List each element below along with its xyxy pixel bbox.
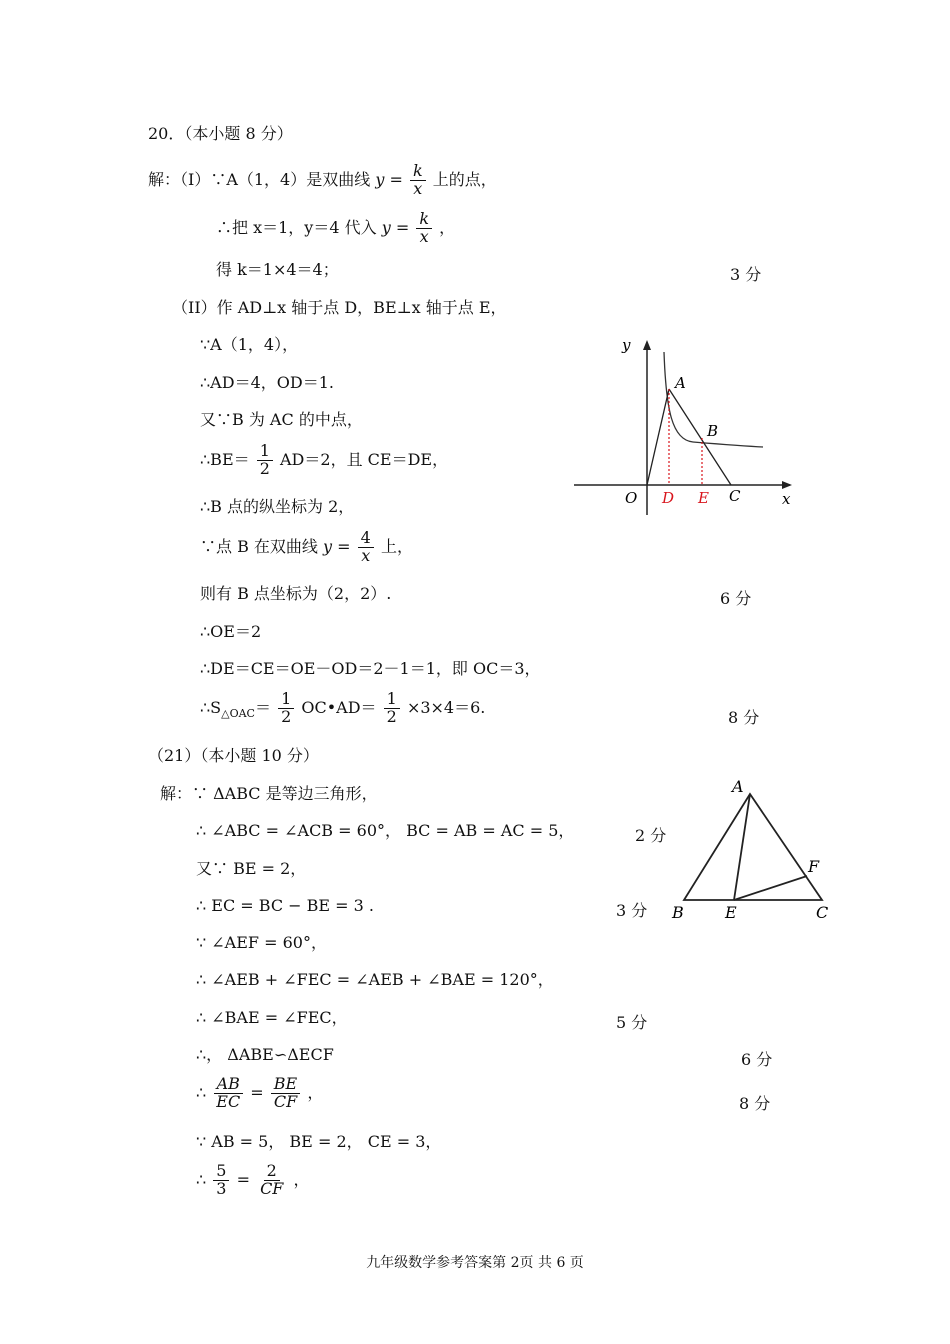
label-A: A — [732, 777, 744, 796]
fraction-4-over-x: $\frac{4}{x}$ — [358, 530, 374, 565]
p20-line-8: ∴BE＝ $\frac{1}{2}$ AD＝2，且 CE＝DE， — [200, 441, 449, 478]
fraction-k-over-x: $\frac{k}{x}$ — [410, 163, 426, 198]
fraction-one-half: $\frac{1}{2}$ — [278, 691, 294, 726]
x-axis-arrow — [782, 481, 792, 489]
label-F: F — [808, 857, 820, 876]
score-8: 8 分 — [739, 1094, 771, 1113]
p20-line-7: 又∵B 为 AC 的中点， — [200, 410, 363, 429]
page-footer: 九年级数学参考答案第 2页 共 6 页 — [366, 1255, 584, 1271]
p21-line-1: 解：∵ ΔABC 是等边三角形， — [160, 784, 378, 803]
triangle-figure — [664, 772, 844, 924]
p20-line-14: $\therefore S_{\triangle OAC}=$ $\frac{1}{2}$ OC•AD＝ $\frac{1}{2}$ ×3×4＝6. — [200, 689, 486, 726]
p21-line-4: ∴ EC = BC − BE = 3 . — [196, 896, 375, 915]
score-2: 2 分 — [635, 826, 667, 845]
label-O: O — [625, 489, 638, 507]
p21-line-5: ∵ ∠AEF = 60°， — [196, 933, 327, 952]
label-E: E — [725, 903, 737, 922]
p21-line-10: ∵ AB = 5， BE = 2， CE = 3， — [196, 1132, 442, 1151]
fraction-5-over-3: $\frac{5}{3}$ — [213, 1163, 229, 1198]
label-D: D — [662, 489, 675, 507]
segment-EF — [734, 876, 807, 900]
hyperbola-figure — [568, 330, 798, 520]
fraction-k-over-x: $\frac{k}{x}$ — [416, 211, 432, 246]
p20-line-10: ∵点 B 在双曲线 y = $\frac{4}{x}$ 上， — [200, 528, 413, 565]
p21-line-11: ∴ $\frac{5}{3}$ = $\frac{2}{CF}$ ， — [196, 1161, 310, 1198]
fraction-AB-over-EC: $\frac{AB}{EC}$ — [213, 1076, 243, 1111]
problem-21-title: （21）（本小题 10 分） — [148, 746, 319, 765]
score-5: 5 分 — [616, 1013, 648, 1032]
score-6: 6 分 — [720, 589, 752, 608]
segment-OA — [647, 389, 669, 485]
score-8: 8 分 — [728, 708, 760, 727]
label-B: B — [707, 422, 719, 440]
p20-line-1: 解：（I）∵A（1，4）是双曲线 y = $\frac{k}{x}$ 上的点， — [148, 161, 497, 198]
fraction-BE-over-CF: $\frac{BE}{CF}$ — [271, 1076, 300, 1111]
label-x: x — [782, 490, 791, 508]
p21-line-2: ∴ ∠ABC = ∠ACB = 60°， BC = AB = AC = 5， — [196, 821, 575, 840]
score-3: 3 分 — [616, 901, 648, 920]
p20-line-13: ∴DE＝CE＝OE－OD＝2－1＝1，即 OC＝3， — [200, 659, 541, 678]
p20-line-11: 则有 B 点坐标为（2，2）. — [200, 584, 392, 603]
fraction-one-half: $\frac{1}{2}$ — [384, 691, 400, 726]
score-3: 3 分 — [730, 265, 762, 284]
p20-line-9: ∴B 点的纵坐标为 2， — [200, 497, 355, 516]
segment-AC — [669, 389, 731, 485]
p20-line-5: ∵A（1，4）， — [200, 335, 299, 354]
segment-AE — [734, 794, 750, 900]
fraction-one-half: $\frac{1}{2}$ — [257, 443, 273, 478]
score-6: 6 分 — [741, 1050, 773, 1069]
label-C: C — [729, 487, 741, 505]
label-E: E — [698, 489, 709, 507]
label-A: A — [675, 374, 686, 392]
y-axis-arrow — [643, 340, 651, 350]
p21-line-7: ∴ ∠BAE = ∠FEC， — [196, 1008, 348, 1027]
p20-line-3: 得 k＝1×4＝4； — [216, 260, 339, 279]
p20-line-6: ∴AD＝4，OD＝1. — [200, 373, 334, 392]
p21-line-9: ∴ $\frac{AB}{EC}$ = $\frac{BE}{CF}$ ， — [196, 1074, 324, 1111]
label-C: C — [816, 903, 829, 922]
fraction-2-over-CF: $\frac{2}{CF}$ — [260, 1161, 284, 1198]
p20-line-2: ∴把 x＝1，y＝4 代入 y = $\frac{k}{x}$ ， — [216, 209, 456, 246]
p21-line-8: ∴， ΔABE∽ΔECF — [196, 1045, 334, 1064]
triangle-ABC — [684, 794, 822, 900]
p21-line-3: 又∵ BE = 2， — [196, 859, 307, 878]
p20-line-4: （II）作 AD⊥x 轴于点 D，BE⊥x 轴于点 E， — [172, 298, 507, 317]
label-B: B — [672, 903, 684, 922]
label-y: y — [622, 336, 631, 354]
p20-line-12: ∴OE＝2 — [200, 622, 262, 641]
problem-20-title: 20．（本小题 8 分） — [148, 124, 293, 143]
p21-line-6: ∴ ∠AEB + ∠FEC = ∠AEB + ∠BAE = 120°， — [196, 970, 554, 989]
